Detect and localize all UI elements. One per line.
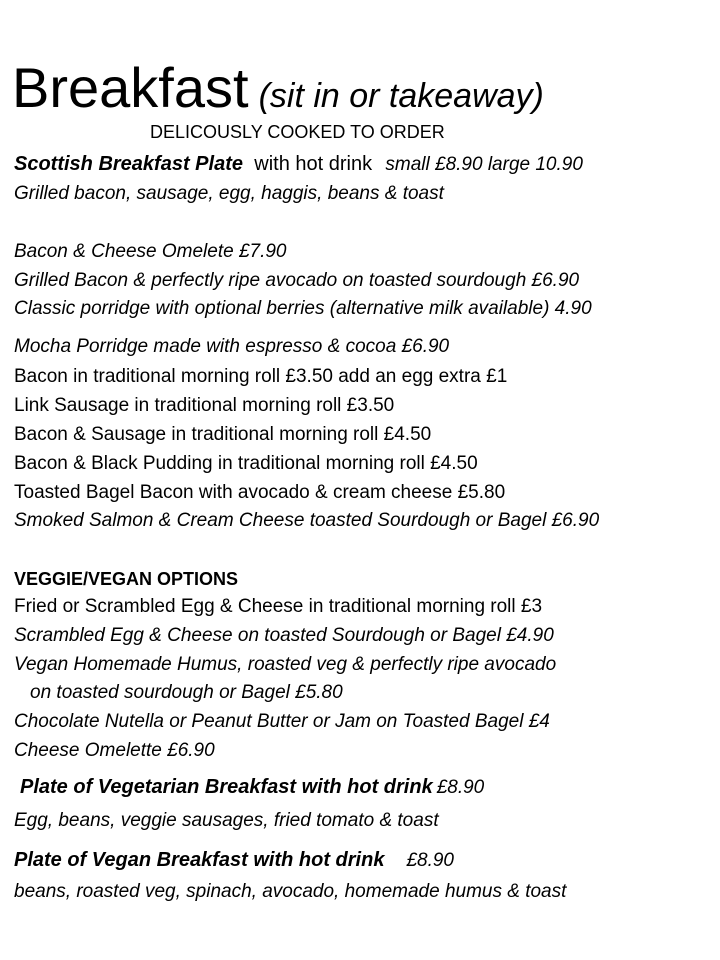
menu-tagline: DELICOUSLY COOKED TO ORDER [150,122,445,142]
menu-item: Link Sausage in traditional morning roll £3.50 [14,395,395,416]
menu-item: Bacon & Cheese Omelete £7.90 [14,241,287,262]
menu-item: Smoked Salmon & Cream Cheese toasted Sourdough or Bagel £6.90 [14,510,600,531]
vegetarian-plate-line [20,775,484,800]
vegan-plate-desc: beans, roasted veg, spinach, avocado, homemade humus & toast [14,881,567,902]
vegetarian-plate-desc: Egg, beans, veggie sausages, fried tomato & toast [14,810,439,831]
menu-item: Classic porridge with optional berries (alternative milk available) 4.90 [14,298,592,319]
vegan-plate-price: £8.90 [406,850,454,871]
menu-title [12,56,544,120]
menu-title-text: Breakfast [12,56,249,119]
scottish-plate-desc: Grilled bacon, sausage, egg, haggis, beans & toast [14,183,444,204]
menu-item: Bacon & Sausage in traditional morning roll £4.50 [14,424,432,445]
menu-item: Bacon & Black Pudding in traditional morning roll £4.50 [14,453,478,474]
veggie-item: Vegan Homemade Humus, roasted veg & perfectly ripe avocado [14,654,557,675]
veggie-item: Cheese Omelette £6.90 [14,740,215,761]
veggie-item: Fried or Scrambled Egg & Cheese in traditional morning roll £3 [14,596,543,617]
vegan-plate-name: Plate of Vegan Breakfast with hot drink [14,849,385,871]
scottish-plate-name: Scottish Breakfast Plate [14,153,243,175]
vegetarian-plate-price: £8.90 [436,777,485,798]
veggie-heading: VEGGIE/VEGAN OPTIONS [14,569,239,589]
veggie-item: Scrambled Egg & Cheese on toasted Sourdough or Bagel £4.90 [14,625,554,646]
scottish-plate-line [14,152,583,177]
vegan-plate-line [14,848,454,873]
veggie-item: Chocolate Nutella or Peanut Butter or Jam on Toasted Bagel £4 [14,711,550,732]
menu-item: Toasted Bagel Bacon with avocado & cream cheese £5.80 [14,482,506,503]
menu-title-note: (sit in or takeaway) [258,77,544,115]
menu-item: Mocha Porridge made with espresso & cocoa £6.90 [14,336,450,357]
menu-item: Grilled Bacon & perfectly ripe avocado on toasted sourdough £6.90 [14,270,580,291]
menu-item: Bacon in traditional morning roll £3.50 add an egg extra £1 [14,366,508,387]
vegetarian-plate-name: Plate of Vegetarian Breakfast with hot drink [20,776,433,798]
scottish-plate-drink: with hot drink [254,153,373,175]
scottish-plate-prices: small £8.90 large 10.90 [385,154,583,175]
veggie-item-continued: on toasted sourdough or Bagel £5.80 [30,682,343,703]
